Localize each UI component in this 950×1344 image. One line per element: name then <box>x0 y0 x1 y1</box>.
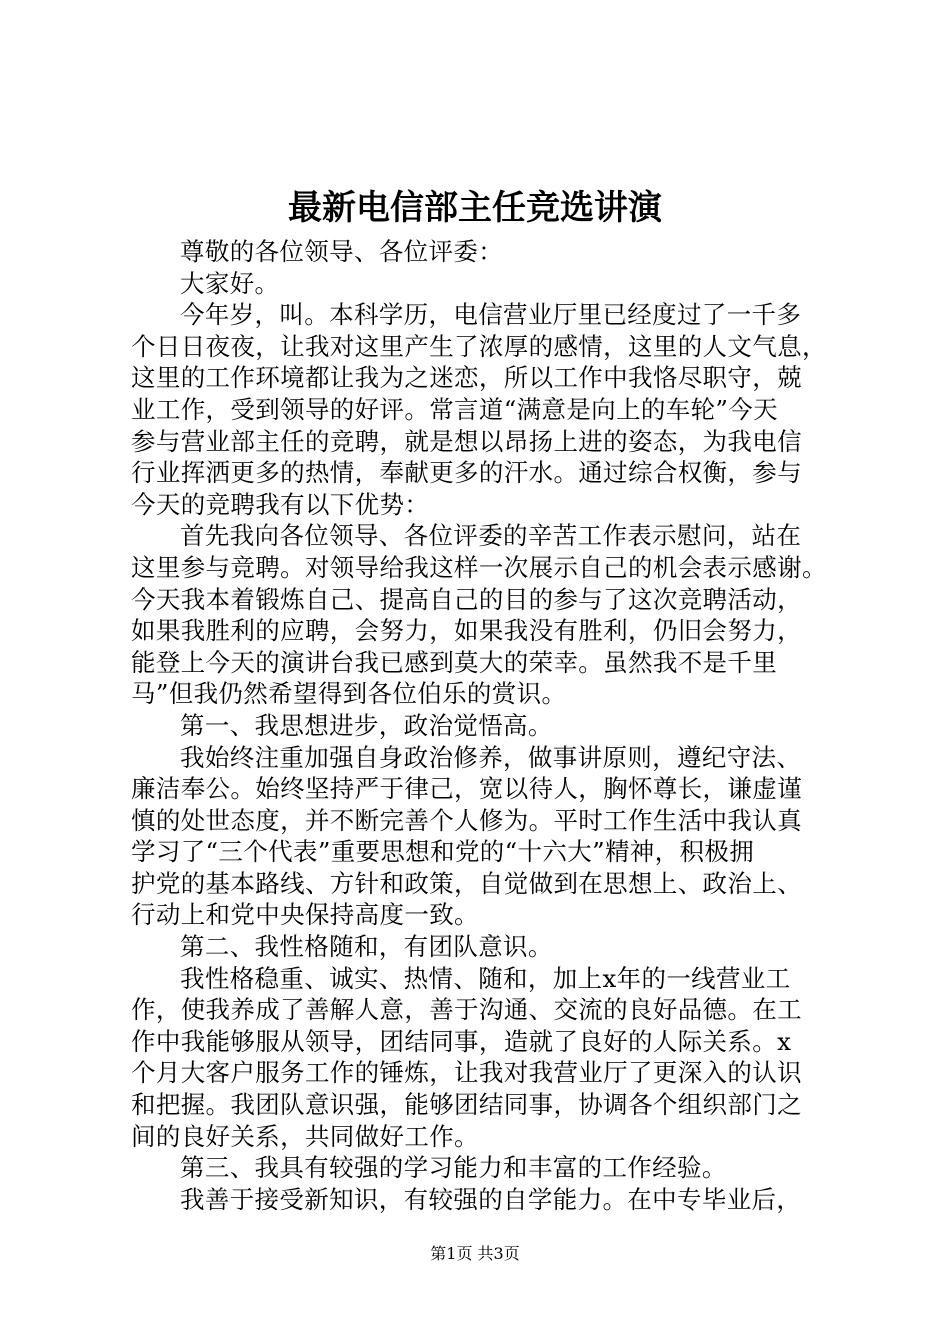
text-line: 廉洁奉公。始终坚持严于律己，宽以待人，胸怀尊长，谦虚谨 <box>131 774 802 804</box>
text-line: 参与营业部主任的竞聘，就是想以昂扬上进的姿态，为我电信 <box>131 426 802 456</box>
text-line: 作中我能够服从领导，团结同事，造就了良好的人际关系。x <box>131 1026 792 1056</box>
text-line: 我善于接受新知识，有较强的自学能力。在中专毕业后， <box>180 1184 802 1214</box>
text-line: 马”但我仍然希望得到各位伯乐的赏识。 <box>131 679 567 709</box>
text-line: 个日日夜夜，让我对这里产生了浓厚的感情，这里的人文气息， <box>131 331 827 361</box>
text-line: 这里参与竞聘。对领导给我这样一次展示自己的机会表示感谢。 <box>131 552 827 582</box>
text-line: 作，使我养成了善解人意，善于沟通、交流的良好品德。在工 <box>131 995 802 1025</box>
text-line: 第二、我性格随和，有团队意识。 <box>180 932 553 962</box>
text-line: 第一、我思想进步，政治觉悟高。 <box>180 710 553 740</box>
text-line: 尊敬的各位领导、各位评委： <box>180 237 504 266</box>
text-line: 能登上今天的演讲台我已感到莫大的荣幸。虽然我不是千里 <box>131 647 778 677</box>
text-line: 慎的处世态度，并不断完善个人修为。平时工作生活中我认真 <box>131 805 802 835</box>
text-line: 个月大客户服务工作的锤炼，让我对我营业厅了更深入的认识 <box>131 1058 802 1088</box>
document-title: 最新电信部主任竞选讲演 <box>288 188 662 228</box>
text-line: 学习了“三个代表”重要思想和党的“十六大”精神，积极拥 <box>131 837 755 867</box>
text-line: 今天我本着锻炼自己、提高自己的目的参与了这次竞聘活动， <box>131 584 802 614</box>
text-line: 第三、我具有较强的学习能力和丰富的工作经验。 <box>180 1153 727 1183</box>
page-footer: 第1页 共3页 <box>430 1244 520 1263</box>
text-line: 业工作，受到领导的好评。常言道“满意是向上的车轮”今天 <box>131 394 778 424</box>
text-line: 行动上和党中央保持高度一致。 <box>131 900 479 930</box>
text-line: 行业挥洒更多的热情，奉献更多的汗水。通过综合权衡，参与 <box>131 458 802 488</box>
text-line: 今天的竞聘我有以下优势： <box>131 489 430 519</box>
text-line: 首先我向各位领导、各位评委的辛苦工作表示慰问，站在 <box>180 521 802 551</box>
text-line: 和把握。我团队意识强，能够团结同事，协调各个组织部门之 <box>131 1090 802 1120</box>
text-line: 大家好。 <box>180 268 280 298</box>
text-line: 间的良好关系，共同做好工作。 <box>131 1121 479 1151</box>
text-line: 这里的工作环境都让我为之迷恋，所以工作中我恪尽职守，兢 <box>131 363 802 393</box>
text-line: 我性格稳重、诚实、热情、随和，加上x年的一线营业工 <box>180 963 791 993</box>
text-line: 我始终注重加强自身政治修养，做事讲原则，遵纪守法、 <box>180 742 802 772</box>
text-line: 护党的基本路线、方针和政策，自觉做到在思想上、政治上、 <box>131 868 802 898</box>
text-line: 如果我胜利的应聘，会努力，如果我没有胜利，仍旧会努力， <box>131 616 802 646</box>
text-line: 今年岁，叫。本科学历，电信营业厅里已经度过了一千多 <box>180 300 802 330</box>
document-body <box>131 236 829 1215</box>
